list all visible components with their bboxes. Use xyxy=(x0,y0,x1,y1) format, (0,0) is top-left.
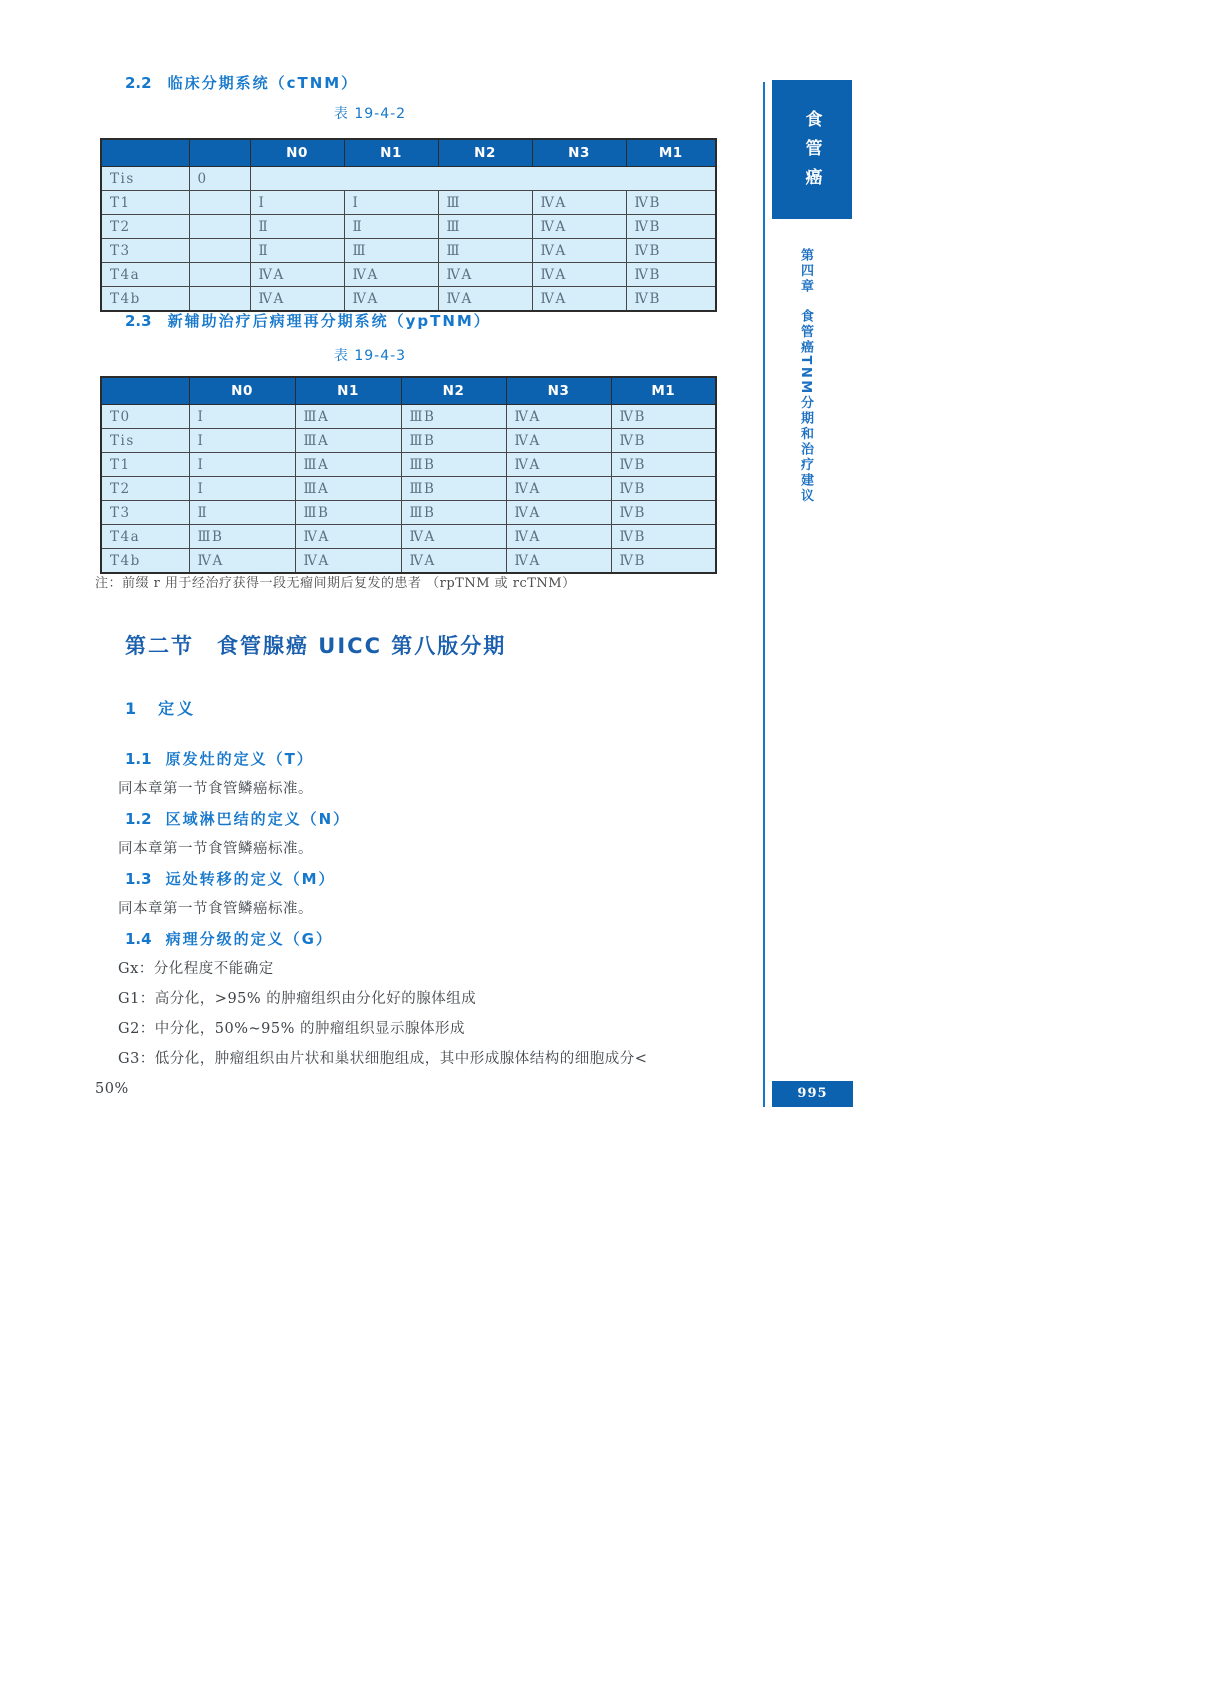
subsection-title: 区域淋巴结的定义（N） xyxy=(165,810,351,828)
subsection-number: 1.2 xyxy=(125,810,152,828)
stage-cell: ⅣB xyxy=(611,405,716,429)
table-row xyxy=(101,191,716,215)
stage-cell: ⅢB xyxy=(295,501,401,525)
table-row xyxy=(101,287,716,312)
stage-cell: ⅣA xyxy=(532,239,626,263)
grade-definition-line: G2：中分化，50%~95% 的肿瘤组织显示腺体形成 xyxy=(118,1021,466,1037)
column-header: N3 xyxy=(506,377,611,405)
column-header xyxy=(189,139,250,167)
subsection-1-heading: 1 定义 xyxy=(125,699,197,718)
definitions-block xyxy=(95,744,745,1104)
stage-cell: ⅣB xyxy=(626,287,716,312)
row-label: Tis xyxy=(101,167,189,191)
stage-cell: Ⅱ xyxy=(344,215,438,239)
stage-cell: Ⅰ xyxy=(189,477,295,501)
table-row xyxy=(101,549,716,574)
stage-cell: ⅣA xyxy=(506,405,611,429)
column-header: N1 xyxy=(344,139,438,167)
stage-cell: ⅣB xyxy=(611,501,716,525)
stage-cell: Ⅰ xyxy=(189,453,295,477)
row-label: T2 xyxy=(101,477,189,501)
stage-cell: Ⅱ xyxy=(250,239,344,263)
chapter-number: 第四章 xyxy=(798,248,813,295)
subsection-number: 1.4 xyxy=(125,930,152,948)
column-header: M1 xyxy=(626,139,716,167)
merged-empty-cell xyxy=(250,167,716,191)
stage-cell: ⅣA xyxy=(250,263,344,287)
stage-cell: ⅣA xyxy=(506,429,611,453)
stage-cell: ⅣB xyxy=(611,429,716,453)
stage-cell: ⅢA xyxy=(295,477,401,501)
column-header: N0 xyxy=(250,139,344,167)
stage-group-cell: 0 xyxy=(189,167,250,191)
column-header: N0 xyxy=(189,377,295,405)
stage-cell: ⅣA xyxy=(506,477,611,501)
stage-cell: ⅣA xyxy=(344,263,438,287)
ctnm-staging-table xyxy=(100,138,717,312)
table-row xyxy=(101,453,716,477)
stage-cell: ⅢB xyxy=(401,429,506,453)
table-row xyxy=(101,525,716,549)
stage-cell: ⅢB xyxy=(189,525,295,549)
stage-cell: ⅣB xyxy=(626,191,716,215)
stage-group-cell xyxy=(189,239,250,263)
stage-cell: ⅢB xyxy=(401,453,506,477)
section-2-title: 第二节 食管腺癌 UICC 第八版分期 xyxy=(125,634,507,658)
row-label: T3 xyxy=(101,239,189,263)
stage-cell: ⅣA xyxy=(189,549,295,574)
stage-cell: ⅣA xyxy=(295,525,401,549)
paragraph: 同本章第一节食管鳞癌标准。 xyxy=(118,781,313,797)
stage-cell: ⅣA xyxy=(506,549,611,574)
row-label: T4b xyxy=(101,549,189,574)
table-header-row xyxy=(101,377,716,405)
row-label: T0 xyxy=(101,405,189,429)
table-caption: 表 19-4-2 xyxy=(333,106,407,122)
table-row xyxy=(101,239,716,263)
stage-cell: ⅣA xyxy=(506,453,611,477)
stage-cell: ⅣA xyxy=(438,287,532,312)
grade-definition-line: 50% xyxy=(95,1081,129,1097)
stage-cell: Ⅰ xyxy=(189,429,295,453)
subsection-heading xyxy=(95,924,745,954)
stage-cell: ⅣA xyxy=(344,287,438,312)
stage-cell: ⅣA xyxy=(250,287,344,312)
table-footnote: 注：前缀 r 用于经治疗获得一段无瘤间期后复发的患者 （rpTNM 或 rcTNM） xyxy=(95,576,576,591)
chapter-sidebar-label xyxy=(796,248,815,504)
row-label: T1 xyxy=(101,453,189,477)
table-caption: 表 19-4-3 xyxy=(333,348,407,364)
table-row xyxy=(101,405,716,429)
stage-cell: ⅢA xyxy=(295,405,401,429)
column-header: N2 xyxy=(401,377,506,405)
row-label: T4a xyxy=(101,525,189,549)
yptnm-staging-table xyxy=(100,376,717,574)
stage-cell: ⅣA xyxy=(506,501,611,525)
section-heading-2-2 xyxy=(125,72,358,93)
table-header-row xyxy=(101,139,716,167)
stage-cell: ⅣB xyxy=(626,239,716,263)
stage-cell: Ⅰ xyxy=(189,405,295,429)
stage-cell: Ⅰ xyxy=(344,191,438,215)
page-number-badge: 995 xyxy=(772,1081,853,1107)
subsection-title: 远处转移的定义（M） xyxy=(165,870,336,888)
stage-cell: ⅢA xyxy=(295,429,401,453)
sidebar-vertical-rule xyxy=(763,82,765,1107)
stage-cell: Ⅲ xyxy=(438,191,532,215)
table-row xyxy=(101,215,716,239)
section-title: 新辅助治疗后病理再分期系统（ypTNM） xyxy=(167,312,491,330)
section-number: 2.2 xyxy=(125,74,152,92)
chapter-tab xyxy=(772,80,852,219)
section-heading-2-3 xyxy=(125,310,491,331)
paragraph: 同本章第一节食管鳞癌标准。 xyxy=(118,901,313,917)
row-label: T2 xyxy=(101,215,189,239)
stage-cell: ⅢB xyxy=(401,501,506,525)
stage-cell: ⅣA xyxy=(506,525,611,549)
column-header: N2 xyxy=(438,139,532,167)
table-row xyxy=(101,501,716,525)
grade-definition-line: G3：低分化，肿瘤组织由片状和巢状细胞组成，其中形成腺体结构的细胞成分< xyxy=(118,1051,648,1067)
stage-cell: ⅣA xyxy=(295,549,401,574)
stage-cell: ⅣB xyxy=(611,477,716,501)
stage-cell: ⅢB xyxy=(401,405,506,429)
row-label: T4a xyxy=(101,263,189,287)
row-label: T3 xyxy=(101,501,189,525)
stage-cell: ⅣA xyxy=(532,263,626,287)
stage-cell: Ⅱ xyxy=(250,215,344,239)
section-title: 临床分期系统（cTNM） xyxy=(167,74,359,92)
section-number: 2.3 xyxy=(125,312,152,330)
chapter-title: 食管癌TNM分期和治疗建议 xyxy=(798,308,813,504)
stage-cell: Ⅰ xyxy=(250,191,344,215)
table-row xyxy=(101,477,716,501)
stage-cell: Ⅲ xyxy=(438,215,532,239)
column-header: N1 xyxy=(295,377,401,405)
subsection-number: 1.3 xyxy=(125,870,152,888)
stage-cell: ⅣA xyxy=(401,525,506,549)
stage-cell: ⅣB xyxy=(611,453,716,477)
stage-cell: ⅣA xyxy=(532,215,626,239)
stage-cell: ⅣB xyxy=(626,215,716,239)
stage-group-cell xyxy=(189,191,250,215)
paragraph: 同本章第一节食管鳞癌标准。 xyxy=(118,841,313,857)
grade-definition-line: Gx：分化程度不能确定 xyxy=(118,961,274,977)
stage-cell: ⅣA xyxy=(532,191,626,215)
chapter-tab-label: 食管癌 xyxy=(801,110,822,197)
grade-definition-line: G1：高分化，>95% 的肿瘤组织由分化好的腺体组成 xyxy=(118,991,477,1007)
row-label: T1 xyxy=(101,191,189,215)
stage-cell: Ⅲ xyxy=(344,239,438,263)
subsection-title: 病理分级的定义（G） xyxy=(165,930,333,948)
stage-cell: ⅢA xyxy=(295,453,401,477)
stage-cell: ⅣB xyxy=(611,525,716,549)
column-header xyxy=(101,377,189,405)
column-header: M1 xyxy=(611,377,716,405)
stage-cell: ⅢB xyxy=(401,477,506,501)
stage-cell: ⅣB xyxy=(626,263,716,287)
stage-cell: Ⅱ xyxy=(189,501,295,525)
table-row xyxy=(101,167,716,191)
subsection-title: 原发灶的定义（T） xyxy=(165,750,314,768)
subsection-number: 1.1 xyxy=(125,750,152,768)
stage-cell: Ⅲ xyxy=(438,239,532,263)
stage-cell: ⅣA xyxy=(401,549,506,574)
column-header xyxy=(101,139,189,167)
stage-group-cell xyxy=(189,287,250,312)
row-label: Tis xyxy=(101,429,189,453)
stage-cell: ⅣA xyxy=(438,263,532,287)
stage-cell: ⅣA xyxy=(532,287,626,312)
subsection-heading xyxy=(95,744,745,774)
stage-group-cell xyxy=(189,263,250,287)
table-row xyxy=(101,263,716,287)
stage-cell: ⅣB xyxy=(611,549,716,574)
stage-group-cell xyxy=(189,215,250,239)
column-header: N3 xyxy=(532,139,626,167)
row-label: T4b xyxy=(101,287,189,312)
subsection-heading xyxy=(95,864,745,894)
subsection-heading xyxy=(95,804,745,834)
table-row xyxy=(101,429,716,453)
